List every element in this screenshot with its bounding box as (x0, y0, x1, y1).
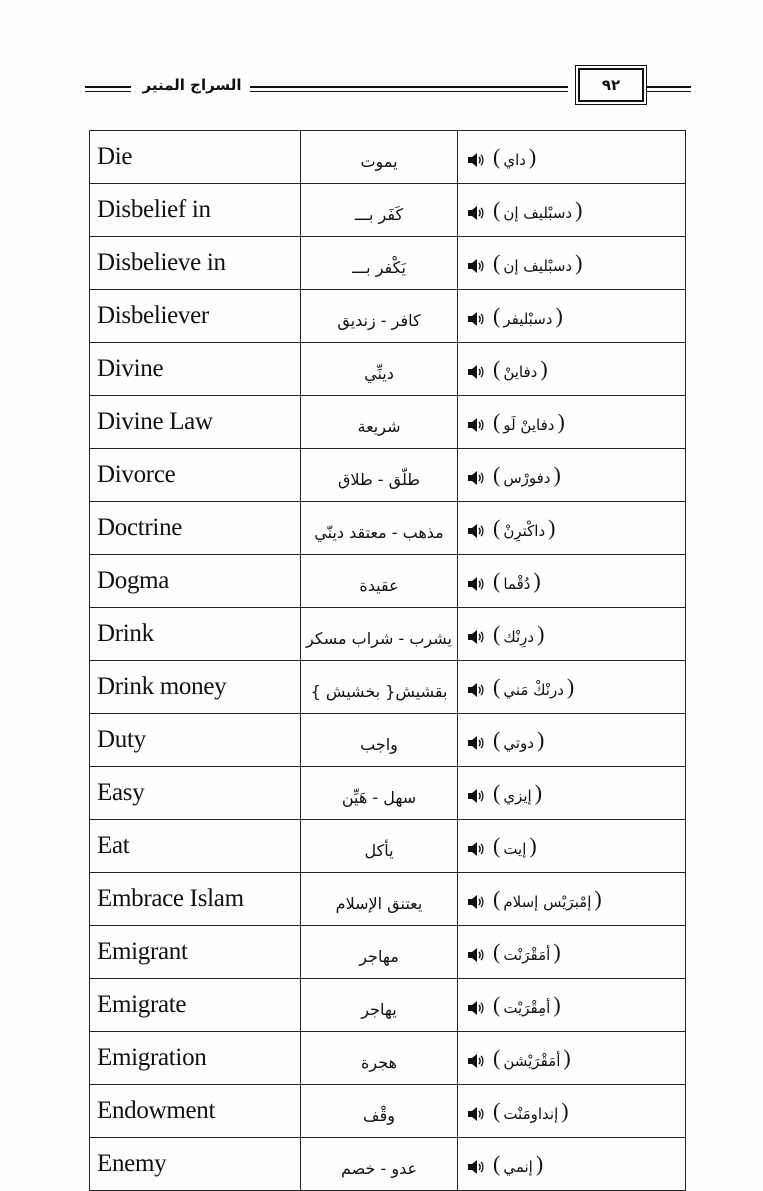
close-paren: ) (594, 886, 602, 911)
open-paren: ( (493, 197, 501, 222)
pronunciation-cell (458, 820, 686, 873)
english-word: Drink (90, 608, 301, 661)
arabic-translation: يعتنق الإسلام (301, 873, 458, 926)
pronunciation-text: دفورْس (503, 468, 551, 487)
english-word: Disbeliever (90, 290, 301, 343)
english-word: Emigration (90, 1032, 301, 1085)
english-word: Dogma (90, 555, 301, 608)
close-paren: ) (534, 780, 543, 805)
vocabulary-table-body (90, 131, 686, 1191)
speaker-icon[interactable] (466, 894, 484, 910)
header-rule-right (647, 86, 691, 92)
english-word: Emigrant (90, 926, 301, 979)
english-word: Disbelieve in (90, 237, 301, 290)
arabic-translation: واجب (301, 714, 458, 767)
close-paren: ) (553, 462, 561, 487)
table-row (90, 290, 686, 343)
speaker-icon[interactable] (466, 682, 484, 698)
pronunciation-cell (458, 873, 686, 926)
speaker-icon[interactable] (466, 417, 484, 433)
open-paren: ( (493, 409, 501, 434)
table-row (90, 237, 686, 290)
open-paren: ( (493, 939, 501, 964)
table-row (90, 396, 686, 449)
table-row (90, 608, 686, 661)
english-word: Die (90, 131, 301, 184)
close-paren: ) (536, 727, 545, 752)
speaker-icon[interactable] (466, 311, 484, 327)
open-paren: ( (493, 621, 501, 646)
open-paren: ( (493, 568, 501, 593)
close-paren: ) (563, 1045, 571, 1070)
close-paren: ) (548, 515, 556, 540)
table-row (90, 343, 686, 396)
english-word: Enemy (90, 1138, 301, 1191)
table-row (90, 131, 686, 184)
english-word: Disbelief in (90, 184, 301, 237)
pronunciation-cell (458, 449, 686, 502)
close-paren: ) (566, 674, 575, 699)
open-paren: ( (493, 780, 501, 805)
speaker-icon[interactable] (466, 1106, 484, 1122)
pronunciation-text: داكْترِنْ (503, 521, 546, 540)
speaker-icon[interactable] (466, 1159, 484, 1175)
arabic-translation: هجرة (301, 1032, 458, 1085)
table-row (90, 873, 686, 926)
table-row (90, 1138, 686, 1191)
close-paren: ) (533, 568, 541, 593)
arabic-translation: بقشيش{ بخشيش } (301, 661, 458, 714)
arabic-translation: يشرب - شراب مسكر (301, 608, 458, 661)
english-word: Divorce (90, 449, 301, 502)
pronunciation-cell (458, 714, 686, 767)
english-word: Eat (90, 820, 301, 873)
arabic-translation: كافر - زنديق (301, 290, 458, 343)
arabic-translation: يهاجر (301, 979, 458, 1032)
close-paren: ) (537, 621, 545, 646)
table-row (90, 555, 686, 608)
header-rule-middle (250, 86, 568, 92)
arabic-translation: عدو - خصم (301, 1138, 458, 1191)
pronunciation-text: أمَقْرَنْت (503, 945, 551, 964)
pronunciation-text: إيت (503, 839, 527, 858)
speaker-icon[interactable] (466, 841, 484, 857)
open-paren: ( (493, 1098, 501, 1123)
arabic-translation: مهاجر (301, 926, 458, 979)
pronunciation-cell (458, 1085, 686, 1138)
english-word: Embrace Islam (90, 873, 301, 926)
pronunciation-text: إيزي (503, 786, 532, 805)
open-paren: ( (493, 250, 501, 275)
speaker-icon[interactable] (466, 629, 484, 645)
table-row (90, 1032, 686, 1085)
table-row (90, 820, 686, 873)
pronunciation-cell (458, 343, 686, 396)
open-paren: ( (493, 1045, 501, 1070)
speaker-icon[interactable] (466, 1000, 484, 1016)
table-row (90, 714, 686, 767)
pronunciation-text: إنداومَنْت (503, 1104, 559, 1123)
speaker-icon[interactable] (466, 152, 484, 168)
close-paren: ) (575, 250, 583, 275)
close-paren: ) (553, 992, 561, 1017)
pronunciation-text: دفاينْ لَو (503, 415, 555, 434)
pronunciation-cell (458, 237, 686, 290)
english-word: Divine (90, 343, 301, 396)
open-paren: ( (493, 356, 501, 381)
open-paren: ( (493, 674, 501, 699)
open-paren: ( (493, 1151, 501, 1176)
speaker-icon[interactable] (466, 523, 484, 539)
pronunciation-text: درِنْك (503, 627, 535, 646)
table-row (90, 184, 686, 237)
arabic-translation: سهل - هَيِّن (301, 767, 458, 820)
arabic-translation: مذهب - معتقد دينّي (301, 502, 458, 555)
pronunciation-cell (458, 979, 686, 1032)
open-paren: ( (493, 886, 501, 911)
arabic-translation: يأكل (301, 820, 458, 873)
pronunciation-cell (458, 290, 686, 343)
open-paren: ( (493, 462, 501, 487)
open-paren: ( (493, 833, 501, 858)
close-paren: ) (535, 1151, 544, 1176)
pronunciation-text: إمْبرَيْس إسلام (503, 892, 592, 911)
pronunciation-text: دسبْليف إن (503, 256, 573, 275)
page-header (0, 0, 763, 120)
arabic-translation: طلّق - طلاق (301, 449, 458, 502)
open-paren: ( (493, 727, 501, 752)
close-paren: ) (561, 1098, 569, 1123)
speaker-icon[interactable] (466, 576, 484, 592)
pronunciation-cell (458, 767, 686, 820)
open-paren: ( (493, 992, 501, 1017)
pronunciation-text: أمِقْرَيْت (503, 998, 551, 1017)
pronunciation-cell (458, 1032, 686, 1085)
pronunciation-cell (458, 608, 686, 661)
open-paren: ( (493, 303, 501, 328)
close-paren: ) (540, 356, 548, 381)
pronunciation-cell (458, 184, 686, 237)
pronunciation-text: داي (503, 150, 526, 169)
arabic-translation: شريعة (301, 396, 458, 449)
table-row (90, 1085, 686, 1138)
open-paren: ( (493, 144, 501, 169)
pronunciation-text: إنمي (503, 1157, 533, 1176)
pronunciation-cell (458, 502, 686, 555)
pronunciation-text: أمَقْرَيْشن (503, 1051, 561, 1070)
english-word: Divine Law (90, 396, 301, 449)
arabic-translation: يموت (301, 131, 458, 184)
header-rule-left (85, 86, 131, 92)
close-paren: ) (528, 144, 537, 169)
speaker-icon[interactable] (466, 364, 484, 380)
pronunciation-cell (458, 661, 686, 714)
speaker-icon[interactable] (466, 1053, 484, 1069)
speaker-icon[interactable] (466, 947, 484, 963)
arabic-translation: عقيدة (301, 555, 458, 608)
arabic-translation: وقْف (301, 1085, 458, 1138)
pronunciation-text: دوتي (503, 733, 534, 752)
arabic-translation: يَكْفر بـــ (301, 237, 458, 290)
pronunciation-text: دُقْما (503, 574, 531, 593)
pronunciation-text: دفاينْ (503, 362, 538, 381)
pronunciation-text: دسبْليفر (503, 309, 553, 328)
close-paren: ) (529, 833, 537, 858)
speaker-icon[interactable] (466, 258, 484, 274)
table-row (90, 502, 686, 555)
speaker-icon[interactable] (466, 788, 484, 804)
english-word: Easy (90, 767, 301, 820)
arabic-translation: دينِّي (301, 343, 458, 396)
table-row (90, 979, 686, 1032)
english-word: Emigrate (90, 979, 301, 1032)
pronunciation-text: دسبْليف إن (503, 203, 573, 222)
close-paren: ) (557, 409, 565, 434)
arabic-translation: كَفَر بـــ (301, 184, 458, 237)
table-row (90, 767, 686, 820)
pronunciation-cell (458, 396, 686, 449)
english-word: Doctrine (90, 502, 301, 555)
open-paren: ( (493, 515, 501, 540)
close-paren: ) (555, 303, 563, 328)
speaker-icon[interactable] (466, 735, 484, 751)
english-word: Drink money (90, 661, 301, 714)
speaker-icon[interactable] (466, 205, 484, 221)
english-word: Endowment (90, 1085, 301, 1138)
table-row (90, 449, 686, 502)
table-row (90, 661, 686, 714)
close-paren: ) (553, 939, 561, 964)
pronunciation-cell (458, 1138, 686, 1191)
pronunciation-cell (458, 926, 686, 979)
vocabulary-table (89, 130, 686, 1191)
pronunciation-cell (458, 555, 686, 608)
speaker-icon[interactable] (466, 470, 484, 486)
english-word: Duty (90, 714, 301, 767)
close-paren: ) (575, 197, 583, 222)
pronunciation-cell (458, 131, 686, 184)
table-row (90, 926, 686, 979)
page-number-box (578, 68, 644, 102)
page-number: ٩٢ (601, 76, 621, 94)
book-title: السراج المنير (142, 76, 242, 94)
pronunciation-text: درنْكْ مَني (503, 680, 564, 699)
